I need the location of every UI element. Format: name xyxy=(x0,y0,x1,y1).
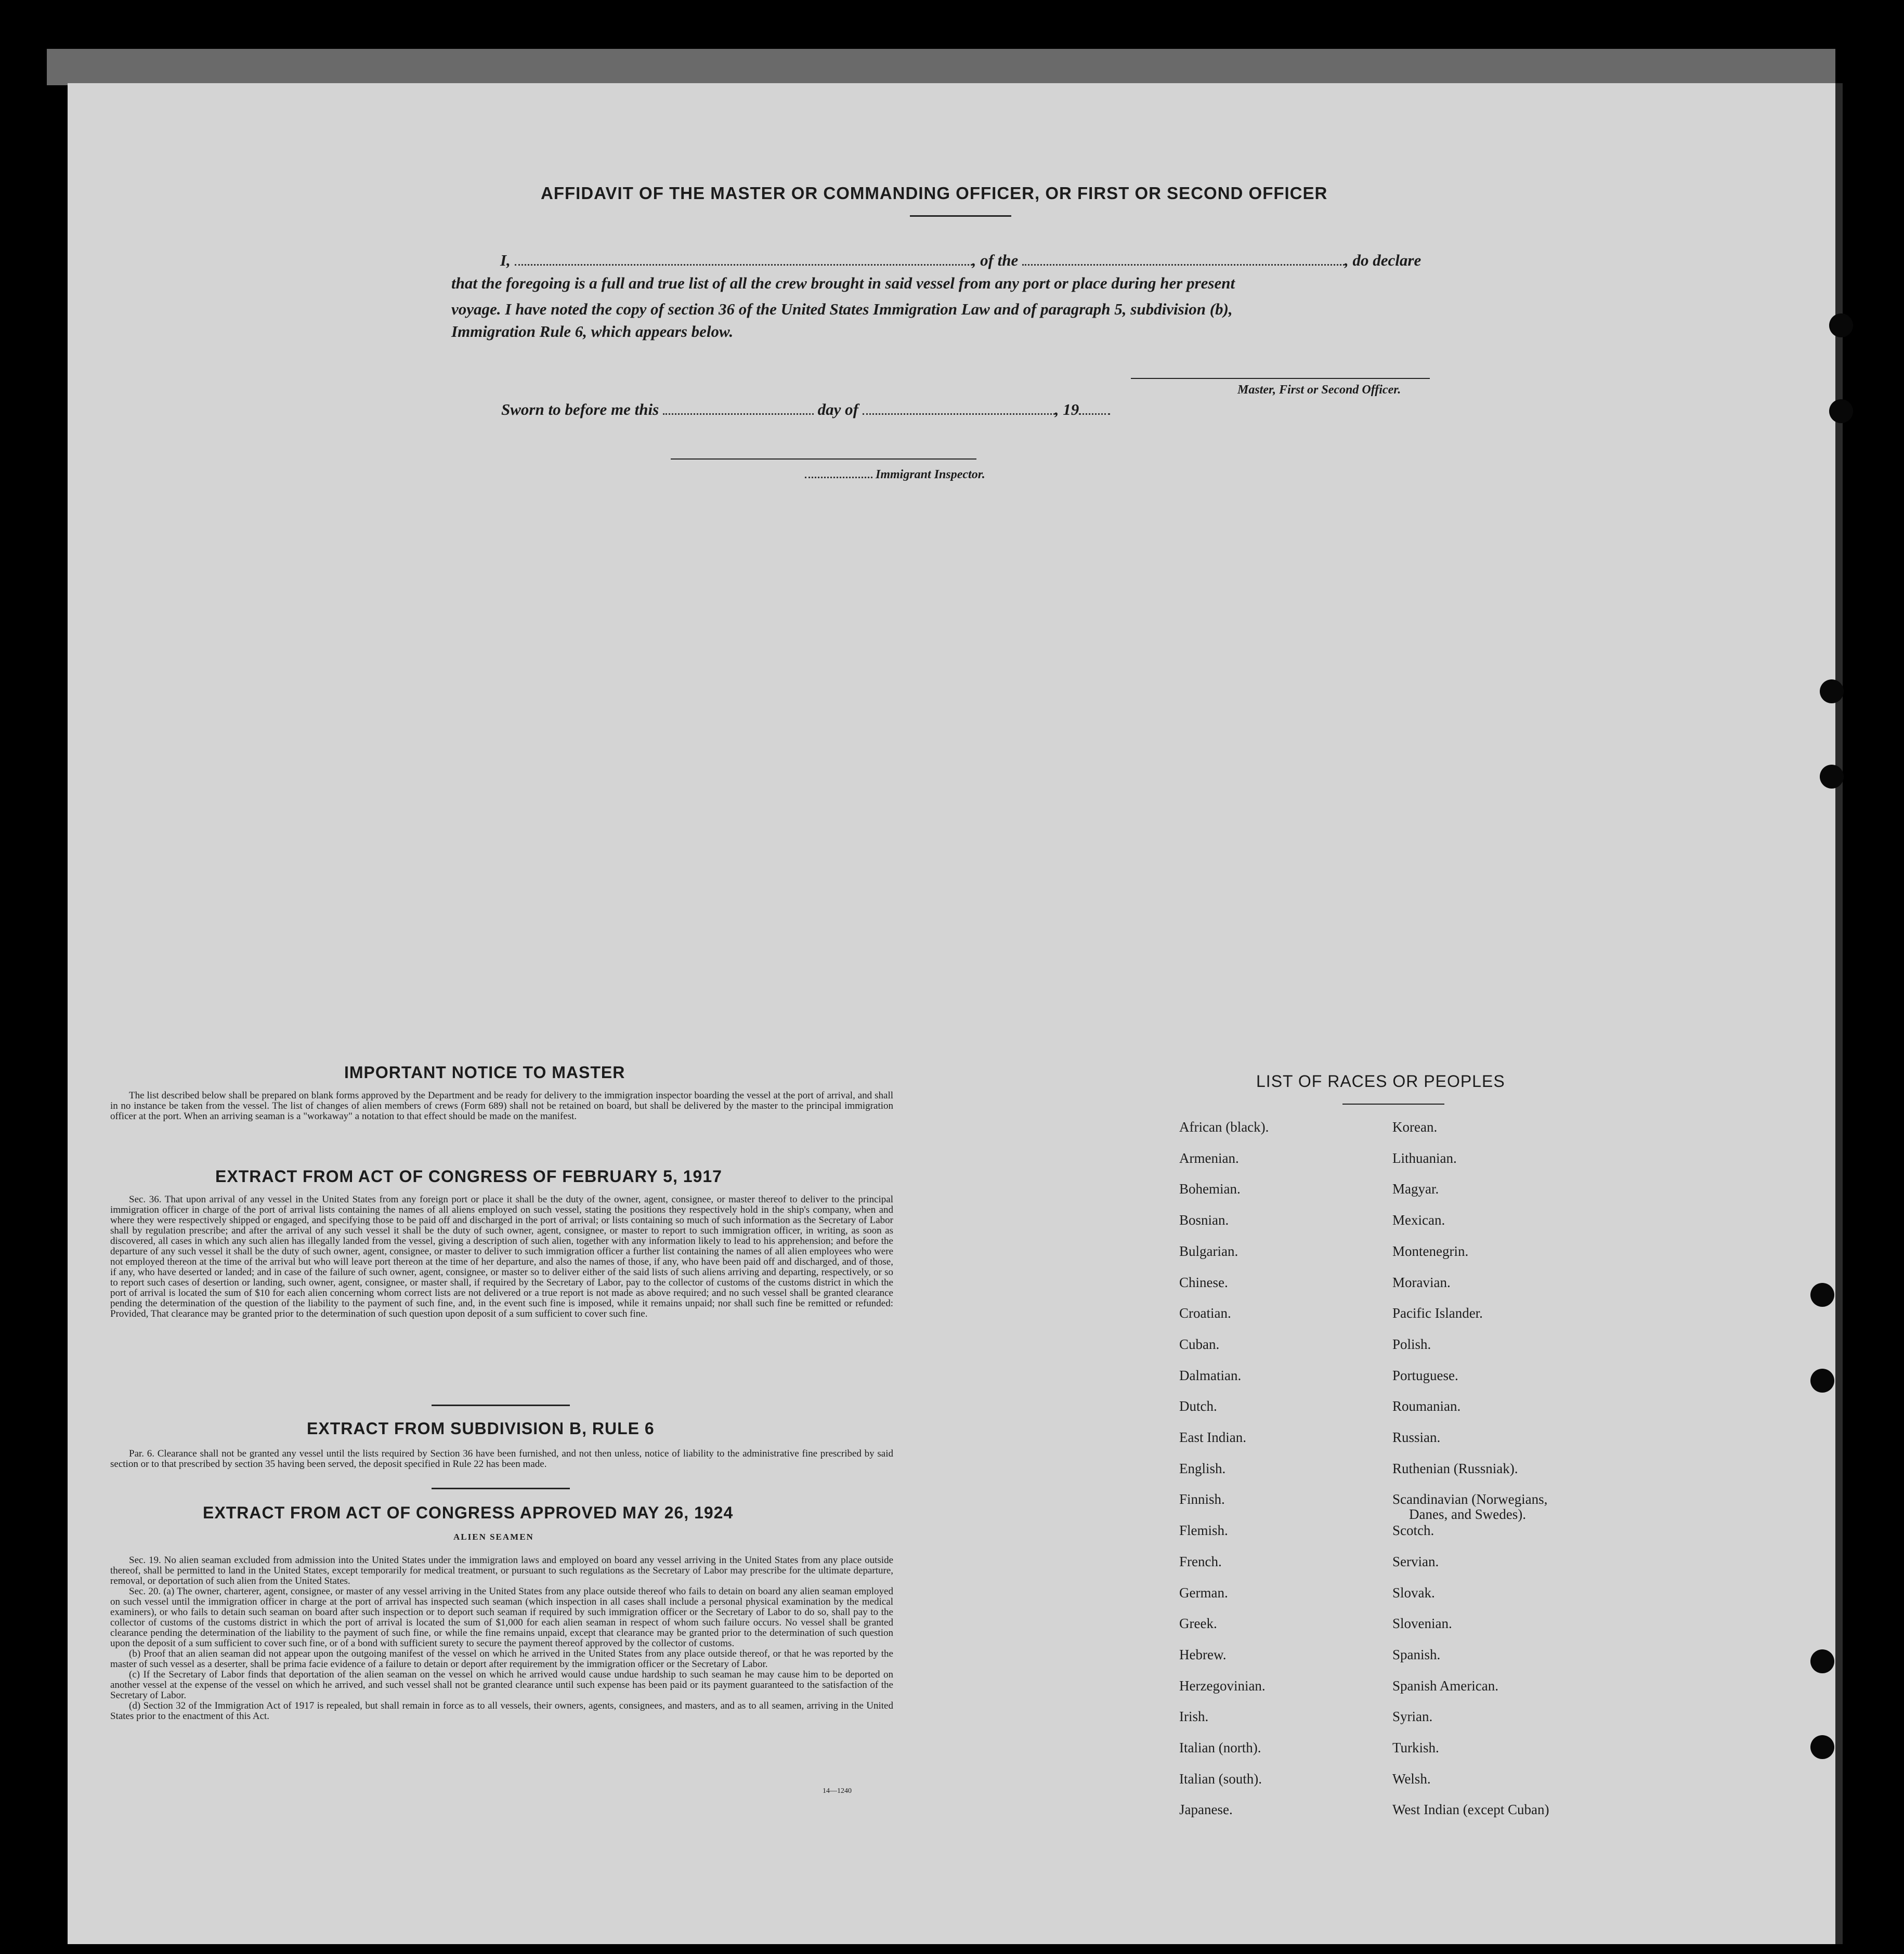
punch-hole xyxy=(1810,1283,1834,1307)
sec-19-paragraph: Sec. 19. No alien seaman excluded from admission into the United States under the immigration laws and employed on board any vessel arriving in the United States from any place outside thereof, shall be permitted to land in the United States, except temporarily for medical treatment, or pursuant to such regulations as the Secretary of Labor may prescribe for the ultimate departure, removal, or deportation of such alien from the United States. xyxy=(110,1555,893,1586)
master-label: Master, First or Second Officer. xyxy=(1237,383,1401,397)
affidavit-line-1 xyxy=(500,251,1421,270)
race-item: Dalmatian. xyxy=(1179,1367,1242,1383)
race-item: Chinese. xyxy=(1179,1274,1228,1290)
race-item: French. xyxy=(1179,1553,1222,1569)
punch-hole xyxy=(1810,1369,1834,1393)
page-edge-shadow xyxy=(1835,83,1843,1944)
affidavit-title: AFFIDAVIT OF THE MASTER OR COMMANDING OFFICER, OR FIRST OR SECOND OFFICER xyxy=(541,183,1328,203)
race-item: Slovenian. xyxy=(1392,1616,1452,1632)
inspector-line xyxy=(805,468,985,482)
vessel-blank[interactable] xyxy=(1022,254,1345,266)
race-item: Croatian. xyxy=(1179,1305,1231,1321)
name-blank[interactable] xyxy=(515,254,972,266)
sworn-line xyxy=(501,400,1110,419)
race-item: Italian (south). xyxy=(1179,1771,1262,1787)
race-item: Russian. xyxy=(1392,1430,1441,1445)
race-item: Hebrew. xyxy=(1179,1646,1227,1662)
affidavit-line-4: Immigration Rule 6, which appears below. xyxy=(451,322,734,340)
race-item: Ruthenian (Russniak). xyxy=(1392,1460,1518,1476)
race-item: Korean. xyxy=(1392,1119,1438,1135)
of-the-text: , of the xyxy=(972,251,1019,269)
notice-title: IMPORTANT NOTICE TO MASTER xyxy=(344,1063,625,1082)
race-item: Finnish. xyxy=(1179,1491,1225,1507)
sworn-text: Sworn to before me this xyxy=(501,400,659,418)
subdivision-text xyxy=(110,1449,893,1470)
race-item: Polish. xyxy=(1392,1336,1431,1352)
affidavit-line-3: voyage. I have noted the copy of section 36 of the United States Immigration Law and of paragraph 5, subdivision (b), xyxy=(451,300,1233,318)
inspector-label: Immigrant Inspector. xyxy=(876,468,985,481)
race-item: Spanish. xyxy=(1392,1646,1441,1662)
punch-hole xyxy=(1820,679,1844,703)
punch-hole xyxy=(1810,1735,1834,1759)
race-item: Japanese. xyxy=(1179,1802,1233,1818)
race-item: Montenegrin. xyxy=(1392,1243,1469,1259)
do-declare-text: , do declare xyxy=(1345,251,1422,269)
race-item: Scandinavian (Norwegians, xyxy=(1392,1491,1548,1507)
race-item: Moravian. xyxy=(1392,1274,1451,1290)
race-item: Portuguese. xyxy=(1392,1367,1458,1383)
race-item: Magyar. xyxy=(1392,1181,1439,1197)
races-title: LIST OF RACES OR PEOPLES xyxy=(1256,1072,1505,1091)
divider xyxy=(432,1405,570,1406)
top-scan-strip xyxy=(47,49,1835,85)
race-item: African (black). xyxy=(1179,1119,1269,1135)
races-underline xyxy=(1342,1104,1444,1105)
sec-20d-paragraph: (d) Section 32 of the Immigration Act of 1917 is repealed, but shall remain in force as to all vessels, their owners, agents, consignees, and masters, and as to all seamen, arriving in the United States prior to the enactment of this Act. xyxy=(110,1700,893,1722)
inspector-signature-line[interactable] xyxy=(671,458,976,460)
punch-hole xyxy=(1829,399,1853,423)
extract-1917-title: EXTRACT FROM ACT OF CONGRESS OF FEBRUARY 5, 1917 xyxy=(215,1167,722,1186)
form-number: 14—1240 xyxy=(823,1787,852,1795)
race-item: English. xyxy=(1179,1460,1226,1476)
race-item: German. xyxy=(1179,1584,1228,1601)
inspector-dots xyxy=(805,470,872,478)
extract-1924-text xyxy=(110,1555,893,1722)
extract-1917-text xyxy=(110,1195,893,1319)
race-item: Slovak. xyxy=(1392,1584,1435,1601)
affidavit-line-2: that the foregoing is a full and true list of all the crew brought in said vessel from any port or place during her present xyxy=(451,274,1235,292)
race-item: Cuban. xyxy=(1179,1336,1220,1352)
year-blank[interactable] xyxy=(1079,403,1110,415)
punch-hole xyxy=(1820,765,1844,789)
race-item: Turkish. xyxy=(1392,1740,1439,1755)
race-item: Irish. xyxy=(1179,1709,1209,1725)
race-item: Scotch. xyxy=(1392,1523,1434,1539)
subdivision-title: EXTRACT FROM SUBDIVISION B, RULE 6 xyxy=(307,1419,655,1438)
race-item: Bohemian. xyxy=(1179,1181,1241,1197)
day-of-text: day of xyxy=(817,400,858,418)
race-item: Italian (north). xyxy=(1179,1740,1261,1755)
month-blank[interactable] xyxy=(863,403,1055,415)
race-item: Lithuanian. xyxy=(1392,1150,1457,1166)
notice-paragraph: The list described below shall be prepared on blank forms approved by the Department and be ready for delivery to the immigration inspector boarding the vessel at the port of arrival, and shall in no instance be taken from the vessel. The list of changes of alien members of crews (Form 689) shall not be retained on board, but shall be delivered by the master to the principal immigration officer at the port. When an arriving seaman is a "workaway" a notation to that effect should be made on the manifest. xyxy=(110,1090,893,1122)
race-item: Mexican. xyxy=(1392,1212,1445,1228)
punch-hole xyxy=(1829,313,1853,337)
race-item: Servian. xyxy=(1392,1553,1439,1569)
race-item: Flemish. xyxy=(1179,1523,1228,1539)
sec-20a-paragraph: Sec. 20. (a) The owner, charterer, agent, consignee, or master of any vessel arriving in the United States from any place outside thereof who fails to detain on board any alien seaman employed on such vessel until the immigration officer in charge at the port of arrival has inspected such seaman (which inspection in all cases shall include a personal physical examination by the medical examiners), or who fails to detain such seaman on board after such inspection or to deport such seaman if required by such immigration officer or the Secretary of Labor to do so, shall pay to the collector of customs of the customs district in which the port of arrival is located the sum of $1,000 for each alien seaman in respect of whom such failure occurs. No vessel shall be granted clearance pending the determination of the liability to the payment of such fine, or while the fine remains unpaid, except that clearance may be granted prior to the determination of such question upon the deposit of a sum sufficient to cover such fine, or of a bond with sufficient surety to secure the payment thereof approved by the collector of customs. xyxy=(110,1586,893,1649)
punch-hole xyxy=(1810,1649,1834,1673)
race-item: Bulgarian. xyxy=(1179,1243,1238,1259)
race-item: Greek. xyxy=(1179,1616,1217,1632)
race-item: Welsh. xyxy=(1392,1771,1431,1787)
race-item: Armenian. xyxy=(1179,1150,1239,1166)
race-item: Dutch. xyxy=(1179,1398,1217,1414)
par-6-paragraph: Par. 6. Clearance shall not be granted any vessel until the lists required by Section 36 have been furnished, and not then unless, notice of liability to the administrative fine prescribed by said section or to that prescribed by section 35 having been served, the deposit specified in Rule 22 has been made. xyxy=(110,1448,893,1470)
alien-seamen-subtitle: ALIEN SEAMEN xyxy=(453,1532,534,1542)
race-item: Syrian. xyxy=(1392,1709,1433,1725)
affidavit-i: I, xyxy=(500,251,511,269)
race-item: Spanish American. xyxy=(1392,1677,1498,1694)
year-text: , 19 xyxy=(1054,400,1079,418)
master-signature-line[interactable] xyxy=(1131,378,1430,379)
sec-36-paragraph: Sec. 36. That upon arrival of any vessel in the United States from any foreign port or place it shall be the duty of the owner, agent, consignee, or master thereof to deliver to the principal immigration officer in charge of the port of arrival lists containing the names of all aliens employed on such vessel, stating the positions they respectively hold in the ship's company, when and where they were respectively shipped or engaged, and specifying those to be paid off and discharged in the port of arrival; or lists containing so much of such information as the Secretary of Labor shall by regulation prescribe; and after the arrival of any such vessel it shall be the duty of such owner, agent, consignee, or master to report to such immigration officer, in writing, as soon as discovered, all cases in which any such alien has illegally landed from the vessel, giving a description of such alien, together with any information likely to lead to his apprehension; and before the departure of any such vessel it shall be the duty of such owner, agent, consignee, or master to deliver to such immigration officer a further list containing the names of all alien employees who were not employed thereon at the time of the arrival but who will leave port thereon at the time of her departure, and also the names of those, if any, who have been paid off and discharged, and of those, if any, who have deserted or landed; and in case of the failure of such owner, agent, consignee, or master so to deliver either of the said lists of such aliens arriving and departing, respectively, or so to report such cases of desertion or landing, such owner, agent, consignee, or master shall, if required by the Secretary of Labor, pay to the collector of customs of the customs district in which the port of arrival is located the sum of $10 for each alien concerning whom correct lists are not delivered or a true report is not made as above required; and no such vessel shall be granted clearance pending the determination of the question of the liability to the payment of such fine, and, in the event such fine is imposed, while it remains unpaid; nor shall such fine be remitted or refunded: Provided, That clearance may be granted prior to the determination of such question upon deposit of a sum sufficient to cover such fine. xyxy=(110,1194,893,1319)
race-item: East Indian. xyxy=(1179,1430,1246,1445)
day-blank[interactable] xyxy=(663,403,814,415)
notice-text xyxy=(110,1091,893,1122)
race-item: West Indian (except Cuban) xyxy=(1392,1802,1549,1818)
title-underline xyxy=(910,215,1011,217)
race-item: Bosnian. xyxy=(1179,1212,1229,1228)
race-item: Herzegovinian. xyxy=(1179,1677,1266,1694)
race-item: Roumanian. xyxy=(1392,1398,1461,1414)
race-item: Danes, and Swedes). xyxy=(1409,1506,1526,1523)
sec-20c-paragraph: (c) If the Secretary of Labor finds that deportation of the alien seaman on the vessel on which he arrived would cause undue hardship to such seaman he may cause him to be deported on another vessel at the expense of the vessel on which he arrived, and such vessel shall not be granted clearance until such expense has been paid or its payment guaranteed to the satisfaction of the Secretary of Labor. xyxy=(110,1669,893,1701)
race-item: Pacific Islander. xyxy=(1392,1305,1483,1321)
sec-20b-paragraph: (b) Proof that an alien seaman did not appear upon the outgoing manifest of the vessel on which he arrived in the United States from any place outside thereof, or that he was reported by the master of such vessel as a deserter, shall be prima facie evidence of a failure to detain or deport after requirement by the immigration officer or the Secretary of Labor. xyxy=(110,1648,893,1670)
divider xyxy=(432,1488,570,1489)
extract-1924-title: EXTRACT FROM ACT OF CONGRESS APPROVED MAY 26, 1924 xyxy=(203,1503,734,1522)
